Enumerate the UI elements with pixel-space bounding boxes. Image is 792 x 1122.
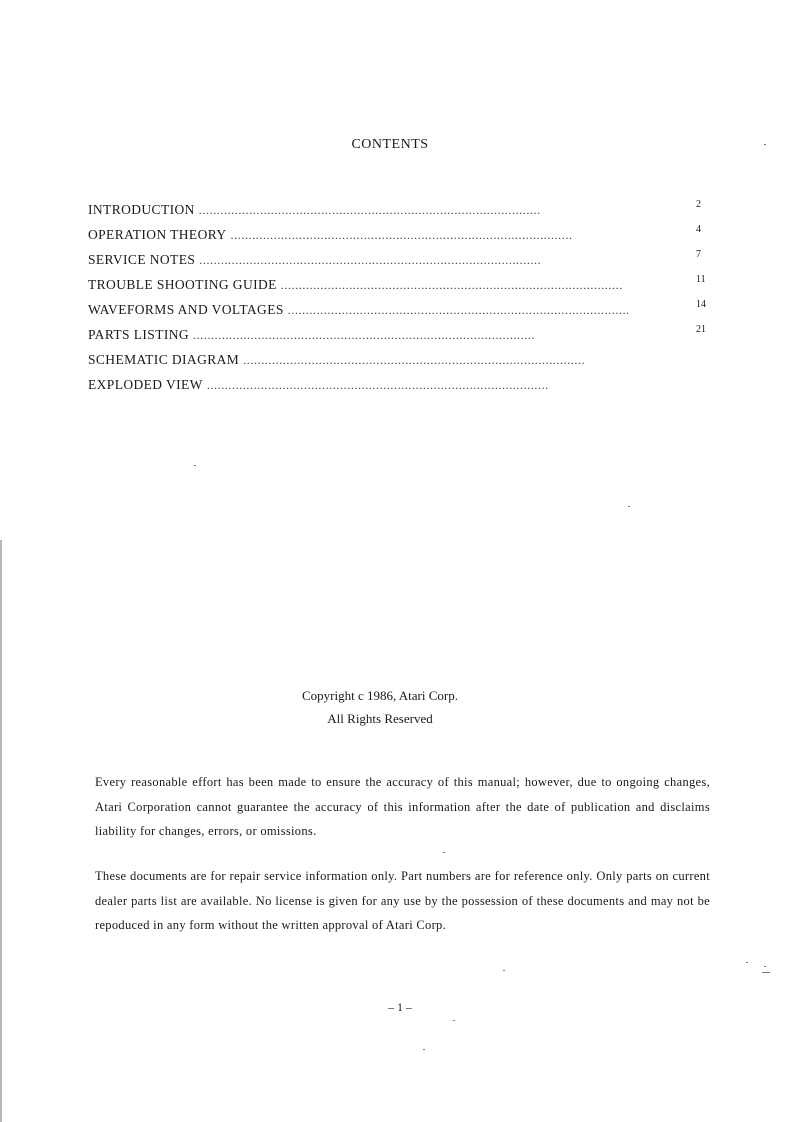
toc-entry-waveforms-and-voltages[interactable] [88, 299, 718, 327]
toc-leader-dots [207, 378, 692, 393]
disclaimer-paragraph: Every reasonable effort has been made to ensure the accuracy of this manual; however, due to ongoing changes, Atari Corporation cannot guarantee the accuracy of this information after the date of publication and disclaims liability for changes, errors, or omissions. [95, 775, 710, 838]
toc-leader-dots [243, 353, 692, 368]
scan-speck [194, 465, 196, 466]
toc-leader-dots [231, 228, 692, 243]
scan-speck [423, 1049, 425, 1050]
toc-entry-page: 4 [696, 224, 701, 235]
toc-leader-dots [193, 328, 692, 343]
table-of-contents [88, 199, 718, 402]
page-number: – 1 – [388, 1000, 412, 1014]
page-title: CONTENTS [351, 137, 429, 152]
toc-entry-label: SCHEMATIC DIAGRAM [88, 352, 240, 367]
toc-entry-page: 21 [696, 324, 706, 335]
toc-entry-label: EXPLODED VIEW [88, 377, 203, 392]
toc-entry-label: OPERATION THEORY [88, 227, 227, 242]
toc-entry-page: 7 [696, 249, 701, 260]
copyright-notice: Copyright c 1986, Atari Corp. [302, 688, 458, 703]
toc-entry-page: 14 [696, 299, 706, 310]
scan-speck [764, 966, 766, 967]
rights-reserved: All Rights Reserved [327, 711, 433, 726]
scan-speck [746, 962, 748, 963]
scan-speck [628, 506, 630, 507]
copyright-block [0, 684, 760, 730]
toc-entry-schematic-diagram[interactable] [88, 352, 718, 377]
toc-leader-dots [199, 203, 692, 218]
toc-entry-trouble-shooting-guide[interactable] [88, 274, 718, 302]
toc-entry-service-notes[interactable] [88, 249, 718, 277]
toc-entry-parts-listing[interactable] [88, 324, 718, 352]
toc-leader-dots [288, 303, 692, 318]
scan-speck [764, 144, 766, 145]
toc-entry-label: TROUBLE SHOOTING GUIDE [88, 277, 277, 292]
scan-speck [762, 972, 770, 973]
toc-entry-label: PARTS LISTING [88, 327, 190, 342]
usage-notice-paragraph: These documents are for repair service information only. Part numbers are for reference only. Only parts on current dealer parts list are available. No license is given for any use by the possession of these documents and may not be repoduced in any form without the written approval of Atari Corp. [95, 869, 710, 932]
toc-entry-label: WAVEFORMS AND VOLTAGES [88, 302, 284, 317]
toc-entry-page: 2 [696, 199, 701, 210]
toc-entry-operation-theory[interactable] [88, 224, 718, 252]
toc-leader-dots [281, 278, 692, 293]
toc-entry-label: SERVICE NOTES [88, 252, 196, 267]
page-edge [0, 540, 2, 1122]
toc-entry-page: 11 [696, 274, 706, 285]
toc-entry-introduction[interactable] [88, 199, 718, 227]
scan-speck [443, 852, 445, 853]
toc-entry-label: INTRODUCTION [88, 202, 195, 217]
toc-entry-exploded-view[interactable] [88, 377, 718, 402]
scan-speck [503, 970, 505, 971]
toc-leader-dots [199, 253, 692, 268]
scan-speck [453, 1020, 455, 1021]
